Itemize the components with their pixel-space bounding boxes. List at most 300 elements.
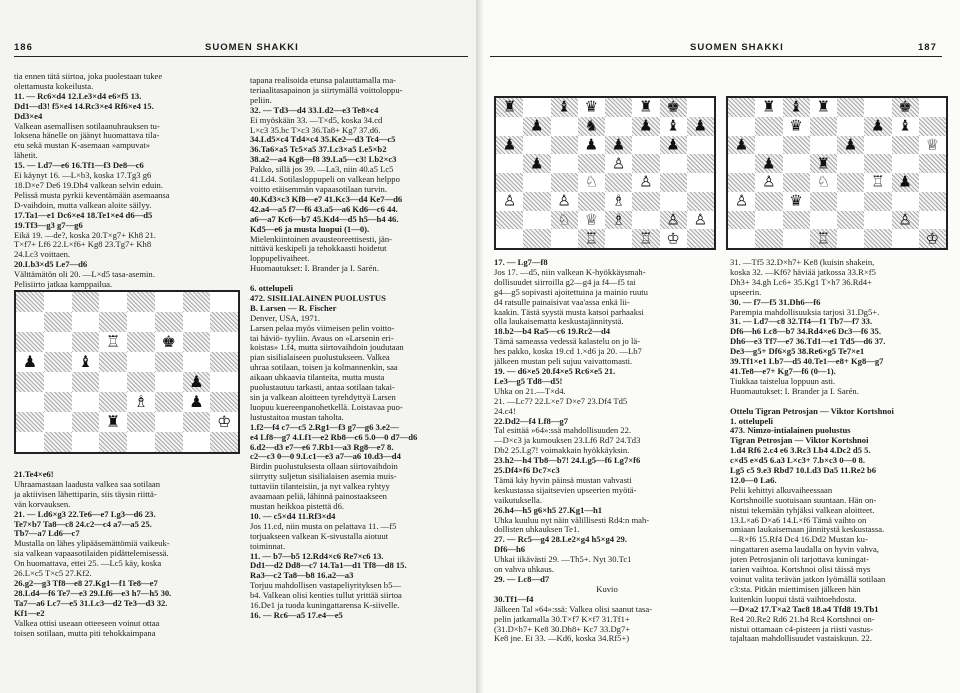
- text-line: Uhkai iikävästi 29. —Th5+. Nyt 30.Tc1: [494, 554, 632, 565]
- board-square: [687, 136, 714, 155]
- board-square: [578, 173, 605, 192]
- text-line: Lg5 c5 9.e3 Rbd7 10.Ld3 Da5 11.Re2 b6: [730, 465, 877, 476]
- text-line: 13.L×a6 D×a6 14.L×f6 Tämä vaihto on: [730, 514, 867, 525]
- text-line: dollisten uhkauksen Te1.: [494, 524, 580, 535]
- board-square: [892, 192, 919, 211]
- board-square: [44, 292, 72, 312]
- text-line: 25.Df4×f6 Dc7×c3: [494, 465, 560, 476]
- board-square: [837, 154, 864, 173]
- text-line: —R×f6 15.Rf4 Dc4 16.Dd2 Mustan ku-: [730, 534, 868, 545]
- text-line: Dh6—e3 Tf7—e7 36.Td1—e1 Td5—d6 37.: [730, 336, 886, 347]
- text-line: 40.Kd3×c3 Kf8—e7 41.Kc3—d4 Ke7—d6: [250, 193, 403, 204]
- text-line: pian sisilialaiseen puolustukseen. Valkea: [250, 352, 390, 363]
- text-line: 21. —Lc7? 22.L×e7 D×e7 23.Df4 Td5: [494, 395, 628, 406]
- board-square: [44, 392, 72, 412]
- chess-piece: ♗: [611, 191, 626, 210]
- text-line: koska 32. —Kf6? häviää jatkossa 33.R×f5: [730, 266, 876, 277]
- text-line: 22.Dd2—f4 Lf8—g7: [494, 415, 569, 426]
- board-square: [551, 192, 578, 211]
- text-line: Välttämätön oli 20. —L×d5 tasa-asemin.: [14, 269, 155, 280]
- chess-piece: ♝: [78, 352, 93, 372]
- board-square: [127, 392, 155, 412]
- text-line: tapana realisoida etunsa palauttamalla ma-: [250, 76, 397, 85]
- chess-piece: ♝: [557, 98, 571, 117]
- board-square: [755, 192, 782, 211]
- board-square: [783, 117, 810, 136]
- board-square: [864, 211, 891, 230]
- board-square: [578, 211, 605, 230]
- board-square: [210, 312, 238, 332]
- chess-piece: ♖: [105, 332, 121, 352]
- board-square: [578, 229, 605, 248]
- text-line: Jos 11.cd, niin musta on pelattava 11. —f5: [250, 520, 397, 531]
- right-page: [480, 0, 960, 693]
- board-square: [155, 392, 183, 412]
- board-square: [892, 154, 919, 173]
- text-line: 20.Lb3×d5 Le7—d6: [14, 259, 88, 270]
- text-line: Dd1—d3! f5×e4 14.Rc3×e4 Rf6×e4 15.: [14, 100, 154, 111]
- board-square: [523, 229, 550, 248]
- text-line: Pakko, sillä jos 39. —La3, niin 40.a5 Lc5: [250, 164, 394, 175]
- chess-piece: ♟: [530, 116, 544, 135]
- text-line: 473. Nimzo-intialainen puolustus: [730, 425, 851, 436]
- board-square: [523, 154, 550, 173]
- board-square: [496, 192, 523, 211]
- text-line: Torjuu mahdollisen vastapeliyrityksen b5—: [250, 580, 401, 591]
- text-line: Pelii kehittyi alkuvaiheessaan: [730, 484, 833, 495]
- text-line: omiaan laukaisemaan jännitystä keskustassa.: [730, 524, 885, 535]
- board-square: [16, 432, 44, 452]
- board-square: [919, 136, 946, 155]
- board-square: [660, 211, 687, 230]
- board-square: [523, 211, 550, 230]
- page-number-left: 186: [14, 42, 33, 53]
- text-line: Df6—h6 Lc8—b7 34.Rd4×e6 Dc3—f6 35.: [730, 326, 881, 337]
- board-square: [919, 98, 946, 117]
- board-square: [632, 154, 659, 173]
- board-square: [864, 136, 891, 155]
- chess-piece: ♟: [611, 135, 626, 154]
- board-square: [919, 211, 946, 230]
- board-square: [183, 332, 211, 352]
- text-line: Ra3—c2 Ta8—b8 16.a2—a3: [250, 570, 354, 581]
- board-square: [728, 154, 755, 173]
- board-square: [578, 192, 605, 211]
- board-square: [892, 173, 919, 192]
- board-square: [16, 372, 44, 392]
- text-line: vaikutuksella.: [494, 494, 542, 505]
- text-line: 6. ottelupeli: [250, 283, 293, 294]
- board-square: [919, 229, 946, 248]
- board-square: [837, 229, 864, 248]
- left-column-bottom-text: [14, 470, 244, 650]
- board-square: [783, 211, 810, 230]
- board-square: [810, 211, 837, 230]
- board-square: [687, 192, 714, 211]
- board-square: [687, 173, 714, 192]
- text-line: teriaalitasapainon ja siirtymällä voittoloppu-: [250, 84, 403, 95]
- board-square: [551, 136, 578, 155]
- board-square: [16, 312, 44, 332]
- board-square: [783, 154, 810, 173]
- chess-piece: ♜: [762, 98, 776, 117]
- board-square: [687, 211, 714, 230]
- board-square: [44, 372, 72, 392]
- board-square: [728, 117, 755, 136]
- chess-piece: ♗: [611, 210, 626, 229]
- chess-piece: ♛: [789, 116, 803, 135]
- text-line: c×d5 e×d5 6.a3 L×c3+ 7.b×c3 0—0 8.: [730, 455, 866, 466]
- text-line: 42.a4—a5 f7—f6 43.a5—a6 Kd6—c6 44.: [250, 203, 398, 214]
- text-line: loppupelivaiheet.: [250, 253, 310, 264]
- board-square: [755, 136, 782, 155]
- chess-piece: ♟: [584, 135, 599, 154]
- chess-piece: ♟: [502, 135, 517, 154]
- text-line: Kuvio: [596, 583, 618, 594]
- board-square: [72, 372, 100, 392]
- board-square: [72, 332, 100, 352]
- board-square: [155, 332, 183, 352]
- board-square: [660, 192, 687, 211]
- board-square: [16, 392, 44, 412]
- board-square: [919, 117, 946, 136]
- board-square: [632, 136, 659, 155]
- board-square: [44, 332, 72, 352]
- text-line: Parempia mahdollisuuksia tarjosi 31.Dg5+.: [730, 306, 880, 317]
- text-line: T×f7+ Lf6 22.L×f6+ Kg8 23.Tg7+ Kh8: [14, 239, 152, 250]
- board-square: [99, 392, 127, 412]
- text-line: 39.Tf1×e1 Lb7—d5 40.Te1—e8+ Kg8—g7: [730, 356, 884, 367]
- text-line: —D×c3 ja kumouksen 23.Lf6 Rd7 24.Td3: [494, 435, 641, 446]
- chess-piece: ♙: [557, 191, 571, 210]
- board-square: [810, 154, 837, 173]
- text-line: Db2 25.Lg7! voimakkain hyökkäyksin.: [494, 445, 630, 456]
- chess-piece: ♝: [789, 98, 803, 117]
- text-line: 1.f2—f4 c7—c5 2.Rg1—f3 g7—g6 3.e2—: [250, 421, 399, 432]
- board-square: [496, 154, 523, 173]
- text-line: Jälkeen Tal »64»:ssä: Valkea olisi saanut tasa-: [494, 603, 653, 614]
- board-square: [632, 192, 659, 211]
- chess-piece: ♔: [666, 229, 680, 248]
- board-square: [16, 412, 44, 432]
- chess-piece: ♟: [639, 116, 653, 135]
- text-line: Huomautukset: I. Brander ja I. Sarén.: [250, 263, 379, 274]
- chess-piece: ♟: [693, 116, 708, 135]
- board-square: [210, 392, 238, 412]
- board-square: [183, 412, 211, 432]
- text-line: nistui ottamaan c4-pisteen ja riisti vastus-: [730, 623, 873, 634]
- board-square: [183, 312, 211, 332]
- board-square: [810, 98, 837, 117]
- board-square: [687, 154, 714, 173]
- board-square: [72, 292, 100, 312]
- board-square: [755, 211, 782, 230]
- board-square: [155, 292, 183, 312]
- text-line: lähetit.: [14, 150, 38, 161]
- text-line: Dd1—d2 Dd8—c7 14.Ta1—d1 Tf8—d8 15.: [250, 560, 407, 571]
- board-square: [99, 412, 127, 432]
- board-square: [496, 211, 523, 230]
- left-column-top-text: [14, 72, 244, 296]
- board-square: [783, 229, 810, 248]
- board-square: [728, 229, 755, 248]
- board-square: [810, 136, 837, 155]
- board-square: [44, 412, 72, 432]
- text-line: c2—c3 0—0 9.Lc1—e3 a7—a6 10.d3—d4: [250, 451, 401, 462]
- running-head-right: SUOMEN SHAKKI: [690, 42, 784, 53]
- board-square: [127, 292, 155, 312]
- board-square: [755, 117, 782, 136]
- chess-diagram-left: [14, 290, 240, 454]
- text-line: tia ennen tätä siirtoa, joka puolestaan tukee: [14, 72, 163, 81]
- text-line: 18.D×e7 De6 19.Dh4 valkean selvin eduin.: [14, 179, 163, 190]
- text-line: puolustautuu tarkasti, antaa sotilaan takai-: [250, 382, 395, 393]
- board-square: [210, 432, 238, 452]
- text-line: e4 Lf8—g7 4.Lf1—e2 Rb8—c6 5.0—0 d7—d6: [250, 431, 418, 442]
- board-square: [44, 432, 72, 452]
- text-line: Re4 20.Re2 Rd6 21.h4 Rc4 Kortshnoi on-: [730, 613, 875, 624]
- text-line: Uhka on 21.—T×d4.: [494, 385, 566, 396]
- board-square: [892, 211, 919, 230]
- text-line: 23.h2—h4 Tb8—b7! 24.Lg5—f6 Lg7×f6: [494, 455, 641, 466]
- board-square: [864, 229, 891, 248]
- chess-piece: ♟: [843, 135, 858, 154]
- board-square: [892, 136, 919, 155]
- text-line: 21.Te4×e6!: [14, 470, 54, 479]
- text-line: koistas» 1.f4, mutta siirtovaihdoin joudutaan: [250, 342, 404, 353]
- text-line: Mielenkiintoinen avausteoreettisesti, jän-: [250, 233, 392, 244]
- chess-piece: ♛: [584, 98, 599, 117]
- board-square: [728, 98, 755, 117]
- board-square: [523, 136, 550, 155]
- text-line: tajaltaan mahdollisuudet vastaiskuun. 22.: [730, 633, 873, 644]
- text-line: 21. — Ld6×g3 22.Te6—e7 Lg3—d6 23.: [14, 508, 156, 519]
- text-line: Denver, USA, 1971.: [250, 312, 321, 323]
- board-square: [44, 352, 72, 372]
- chess-piece: ♙: [734, 191, 749, 210]
- text-line: Tämä sameassa vedessä kalastelu on jo lä-: [494, 336, 641, 347]
- text-line: 18.b2—b4 Ra5—c6 19.Rc2—d4: [494, 326, 611, 337]
- text-line: b4. Valkean olisi kenties tullut yrittää siirtoa: [250, 590, 402, 601]
- chess-diagram-right-2: [726, 96, 948, 250]
- text-line: 31. — Ld7—c8 32.Tf4—f1 Tb7—f7 33.: [730, 316, 873, 327]
- board-square: [837, 173, 864, 192]
- chess-piece: ♙: [666, 210, 680, 229]
- board-square: [496, 229, 523, 248]
- text-line: 19. — d6×e5 20.f4×e5 Rc6×e5 21.: [494, 365, 616, 376]
- board-square: [687, 98, 714, 117]
- chess-piece: ♙: [898, 210, 912, 229]
- board-square: [632, 229, 659, 248]
- board-square: [605, 173, 632, 192]
- text-line: Jos 17. —d5, niin valkean K-hyökkäysmah-: [494, 266, 646, 277]
- text-line: ningattaren asema laudalla on hyvin vahva,: [730, 544, 879, 555]
- board-square: [72, 412, 100, 432]
- text-line: Ei käynyt 16. —L×b3, koska 17.Tg3 g6: [14, 170, 152, 181]
- text-line: 10. — c5×d4 11.Rf3×d4: [250, 510, 336, 521]
- board-square: [919, 173, 946, 192]
- text-line: 30. — f7—f5 31.Dh6—f6: [730, 296, 821, 307]
- board-square: [728, 173, 755, 192]
- board-square: [496, 173, 523, 192]
- board-square: [551, 229, 578, 248]
- board-square: [523, 192, 550, 211]
- board-square: [837, 136, 864, 155]
- board-square: [496, 98, 523, 117]
- chess-piece: ♙: [639, 173, 653, 192]
- text-line: Tal esittää »64»:ssä mahdollisuuden 22.: [494, 425, 632, 436]
- text-line: ja aktiivisen lähettiparin, siis täysin riittä-: [14, 488, 157, 499]
- chess-piece: ♟: [734, 135, 749, 154]
- text-line: d4 ratsulle painaisivat vaa'assa enkä lii-: [494, 296, 630, 307]
- text-line: Huomautukset: I. Brander ja I. Sarén.: [730, 385, 859, 396]
- chess-piece: ♖: [584, 229, 599, 248]
- text-line: Tämä käy hyvin päinsä mustan vahvasti: [494, 474, 632, 485]
- chess-piece: ♜: [105, 412, 121, 432]
- board-square: [605, 192, 632, 211]
- board-square: [919, 192, 946, 211]
- text-line: tarien vaihtoa. Kortshnoi olisi täissä mys: [730, 564, 871, 575]
- board-square: [16, 292, 44, 312]
- board-square: [605, 154, 632, 173]
- text-line: Uhka kuuluu nyt näin välillisesti Rd4:n mah-: [494, 514, 650, 525]
- text-line: avaamaan peliä, lähinnä painostaakseen: [250, 491, 387, 502]
- board-square: [810, 229, 837, 248]
- board-square: [155, 412, 183, 432]
- board-square: [72, 392, 100, 412]
- text-line: 16.De1 ja tuoda kuningattarensa K-siivelle.: [250, 600, 400, 611]
- text-line: uhraa sotilaan, toisen ja kolmannenkin, saa: [250, 362, 398, 373]
- text-line: B. Larsen — R. Fischer: [250, 302, 337, 313]
- text-line: olettamusta kokeilusta.: [14, 80, 94, 91]
- board-square: [605, 136, 632, 155]
- text-line: On huomattava, ettei 25. —Lc5 käy, koska: [14, 558, 162, 569]
- board-square: [183, 292, 211, 312]
- chess-piece: ♔: [925, 229, 940, 248]
- text-line: 6.d2—d3 e7—e6 7.Rb1—a3 Rg8—e7 8.: [250, 441, 394, 452]
- text-line: 31. —Tf5 32.D×h7+ Ke8 (kuisin shakein,: [730, 258, 875, 267]
- board-square: [155, 352, 183, 372]
- text-line: Kortshnoille suotuisaan suuntaan. Hän on-: [730, 494, 877, 505]
- board-square: [99, 312, 127, 332]
- board-square: [551, 211, 578, 230]
- text-line: Tiukkaa taistelua loppuun asti.: [730, 375, 836, 386]
- board-square: [496, 136, 523, 155]
- board-square: [687, 229, 714, 248]
- board-square: [496, 117, 523, 136]
- chess-piece: ♖: [639, 229, 653, 248]
- text-line: voinut valita terävän jatkon lyömällä sotilaan: [730, 574, 886, 584]
- text-line: 26.g2—g3 Tf8—e8 27.Kg1—f1 Te8—e7: [14, 577, 158, 588]
- text-line: dollisuudet siirroilla g2—g4 ja f4—f5 tai: [494, 276, 636, 287]
- chess-piece: ♜: [816, 98, 831, 117]
- text-line: Kf1—e2: [14, 607, 45, 618]
- board-square: [578, 136, 605, 155]
- chess-piece: ♝: [898, 116, 912, 135]
- chess-piece: ♙: [762, 173, 776, 192]
- text-line: 27. — Rc5—g4 28.Le2×g4 h5×g4 29.: [494, 534, 627, 545]
- text-line: hes pakko, koska 19.cd 1.×d6 ja 20. —Lb7: [494, 346, 642, 357]
- text-line: Tigran Petrosjan — Viktor Kortshnoi: [730, 435, 869, 446]
- text-line: 41.Ld4. Sotilasloppupeli on valkean helppo: [250, 174, 400, 185]
- board-square: [551, 98, 578, 117]
- chess-piece: ♟: [762, 154, 776, 173]
- board-square: [127, 412, 155, 432]
- board-square: [183, 392, 211, 412]
- board-square: [783, 192, 810, 211]
- text-line: Uhraamastaan laadusta valkea saa sotilaan: [14, 478, 161, 489]
- board-square: [210, 352, 238, 372]
- board-square: [155, 312, 183, 332]
- text-line: 38.a2—a4 Kg8—f8 39.La5—c3! Lb2×c3: [250, 154, 397, 165]
- text-line: 24.Lc3 voittaen.: [14, 249, 71, 260]
- board-square: [660, 173, 687, 192]
- text-line: 15. — Ld7—e6 16.Tf1—f3 De8—c6: [14, 160, 144, 171]
- text-line: tai häviö- tyyliin. Avaus on »Larsenin eri-: [250, 332, 394, 343]
- board-square: [183, 432, 211, 452]
- text-line: Df6—h6: [494, 544, 526, 555]
- chess-piece: ♖: [816, 229, 831, 248]
- text-line: peliin.: [250, 94, 272, 105]
- chess-piece: ♙: [611, 154, 626, 173]
- text-line: aikaan uhkaavia tilanteita, mutta musta: [250, 372, 385, 383]
- text-line: sia valkean vapaasotilaiden pidättelemisessä.: [14, 548, 169, 559]
- board-square: [99, 432, 127, 452]
- text-line: 17.Ta1—e1 Dc6×e4 18.Te1×e4 d6—d5: [14, 209, 153, 220]
- board-square: [551, 154, 578, 173]
- board-square: [99, 332, 127, 352]
- text-line: Te7×b7 Ta8—c8 24.c2—c4 a7—a5 25.: [14, 518, 152, 529]
- board-square: [605, 98, 632, 117]
- chess-piece: ♝: [666, 116, 680, 135]
- board-square: [728, 136, 755, 155]
- board-square: [127, 432, 155, 452]
- text-line: —D×a2 17.T×a2 Tac8 18.a4 Tfd8 19.Tb1: [730, 603, 879, 614]
- chess-piece: ♚: [666, 98, 680, 117]
- board-square: [523, 117, 550, 136]
- board-square: [892, 98, 919, 117]
- board-square: [783, 173, 810, 192]
- text-line: voitto etäisemmän vapaasotilaan turvin.: [250, 183, 387, 194]
- text-line: nistui tekemään tyhjäksi valkean aloitteet.: [730, 504, 875, 515]
- chess-piece: ♟: [189, 392, 204, 412]
- text-line: olla laukaisematta keskustajännitystä.: [494, 316, 624, 327]
- text-line: Dh3+ 34.gh Lc6+ 35.Kg1 T×h7 36.Rd4+: [730, 276, 872, 287]
- text-line: 19.Tf3—g3 g7—g6: [14, 219, 83, 230]
- board-square: [728, 192, 755, 211]
- board-square: [660, 154, 687, 173]
- board-square: [210, 292, 238, 312]
- text-line: toiminnat.: [250, 540, 286, 551]
- board-square: [72, 352, 100, 372]
- board-square: [755, 173, 782, 192]
- text-line: D-vaihdoin, mutta valkean aloite säilyy.: [14, 199, 152, 210]
- board-square: [660, 229, 687, 248]
- text-line: Pelissä musta pyrkii keventämään asemaansa: [14, 189, 170, 200]
- chess-piece: ♘: [584, 173, 599, 192]
- chess-piece: ♕: [925, 135, 940, 154]
- text-line: 41.Te8—e7+ Kg7—f6 (0—1).: [730, 365, 836, 376]
- chess-piece: ♚: [161, 332, 176, 352]
- text-line: a6—a7 Kc6—b7 45.Kd4—d5 h5—h4 46.: [250, 213, 399, 224]
- chess-piece: ♘: [557, 210, 571, 229]
- board-square: [605, 211, 632, 230]
- board-square: [16, 332, 44, 352]
- text-line: 34.Ld5×c4 Td4×c4 35.Ke2—d3 Tc4—c5: [250, 134, 396, 145]
- board-square: [660, 136, 687, 155]
- text-line: 16. — Rc6—a5 17.e4—e5: [250, 609, 343, 620]
- board-square: [864, 173, 891, 192]
